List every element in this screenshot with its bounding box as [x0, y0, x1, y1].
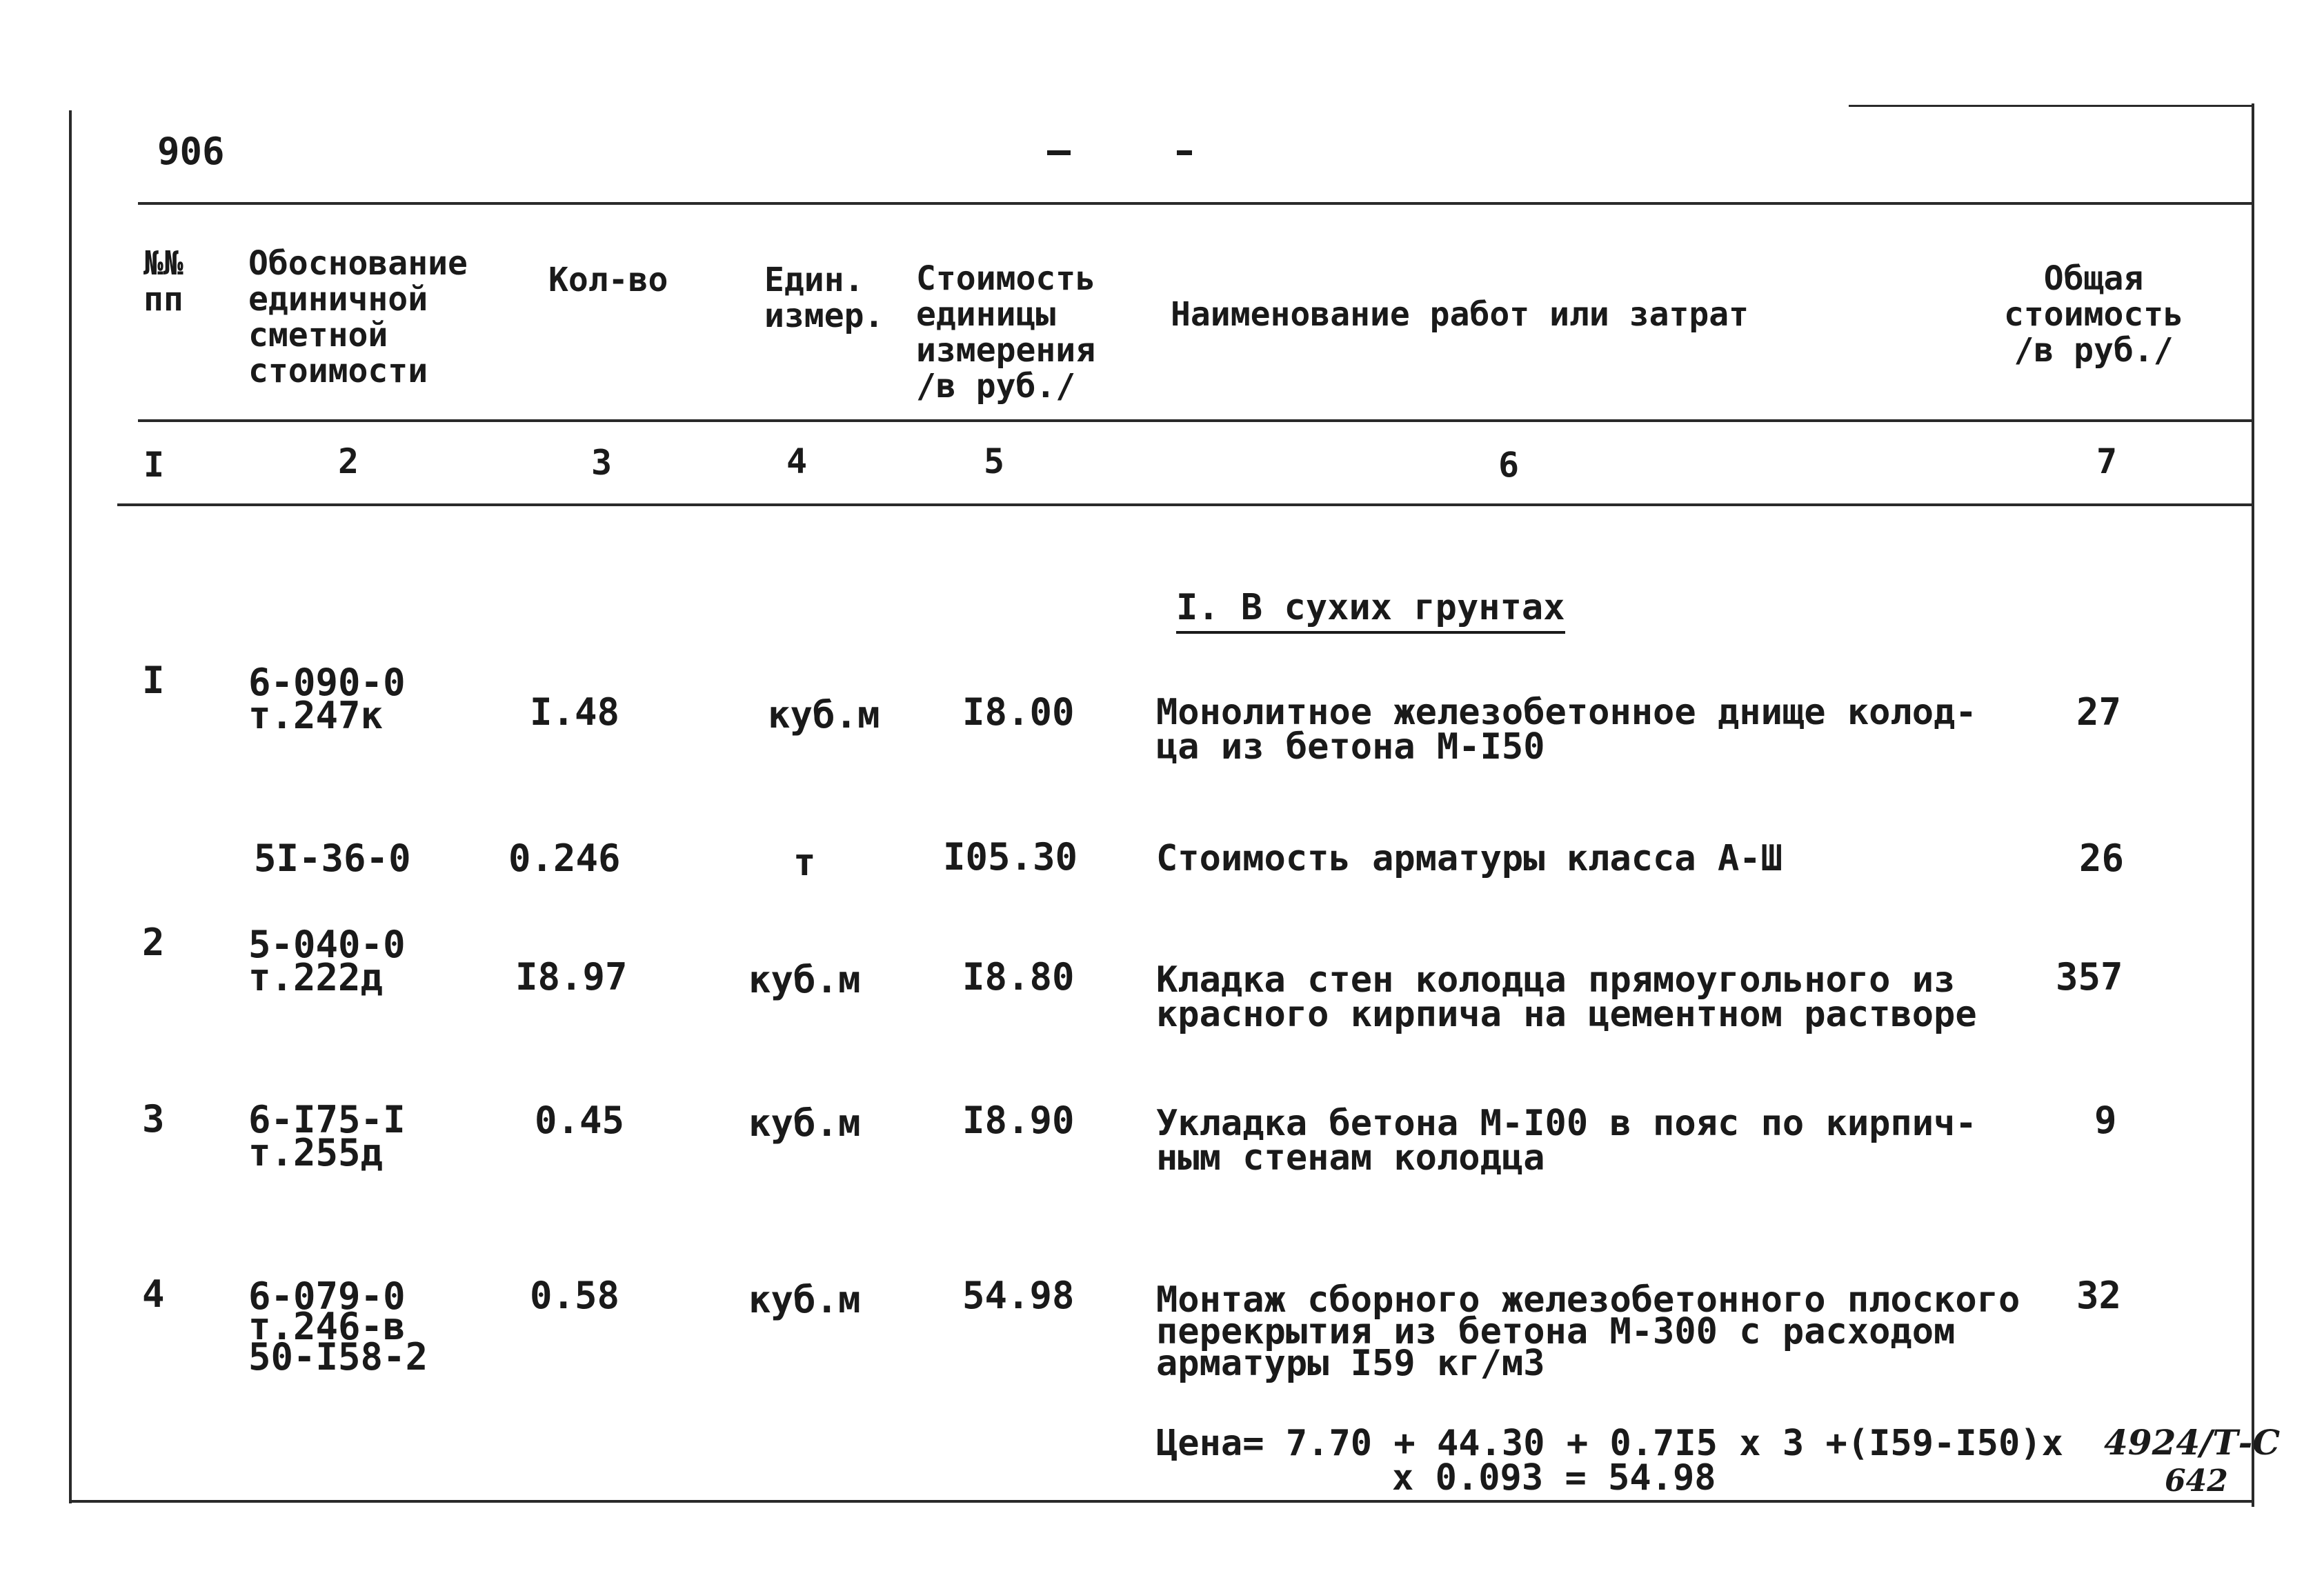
row-unit-price: I05.30: [943, 835, 1078, 879]
column-number: 7: [2096, 441, 2118, 481]
row-unit: куб.м: [748, 1101, 861, 1145]
section-title-text: I. В сухих грунтах: [1176, 587, 1565, 634]
row-number: I: [142, 659, 165, 702]
row-description: Кладка стен колодца прямоугольного из красного кирпича на цементном растворе: [1156, 959, 1977, 1035]
column-number: 3: [591, 443, 613, 483]
header-col-unit-price: Стоимость единицы измерения /в руб./: [916, 259, 1096, 406]
row-basis: 5I-36-0: [254, 837, 411, 880]
column-number: 5: [984, 441, 1005, 481]
row-unit-price: I8.80: [962, 955, 1075, 999]
row-quantity: 0.45: [535, 1099, 625, 1142]
top-mark-1: [1047, 150, 1071, 155]
price-formula-line-2: x 0.093 = 54.98: [1392, 1457, 1716, 1499]
header-col-unit: Един. измер.: [764, 261, 884, 335]
row-number: 2: [142, 921, 165, 964]
row-unit: т: [793, 841, 816, 884]
row-description: Стоимость арматуры класса А-Ш: [1156, 838, 1782, 879]
row-unit: куб.м: [748, 1278, 861, 1321]
section-title: [1176, 587, 1565, 628]
row-quantity: 0.58: [530, 1274, 620, 1317]
row-quantity: I.48: [530, 690, 620, 734]
row-quantity: I8.97: [515, 955, 628, 999]
row-total: 26: [2079, 837, 2125, 880]
row-basis: 5-040-0 т.222д: [248, 923, 406, 999]
top-rule-short: [1849, 105, 2252, 107]
column-number: 2: [338, 441, 359, 481]
column-number: I: [143, 445, 165, 485]
page-bottom-rule: [69, 1500, 2252, 1503]
right-border: [2252, 103, 2254, 1507]
left-border: [69, 110, 72, 1503]
row-basis: 6-090-0 т.247к: [248, 661, 406, 737]
row-description: Монолитное железобетонное днище колод- ца из бетона М-I50: [1156, 692, 1977, 768]
row-description: Укладка бетона М-I00 в пояс по кирпич- ным стенам колодца: [1156, 1103, 1977, 1179]
row-basis: 6-079-0 т.246-в 50-I58-2: [248, 1274, 428, 1379]
header-col-description: Наименование работ или затрат: [1171, 295, 1749, 334]
header-col-basis: Обоснование единичной сметной стоимости: [248, 244, 468, 390]
row-unit: куб.м: [768, 693, 880, 737]
header-col-number: №№ пп: [143, 244, 183, 319]
row-unit: куб.м: [748, 958, 861, 1001]
row-description: Монтаж сборного железобетонного плоского перекрытия из бетона М-300 с расходом арматуры I59 кг/м3: [1156, 1279, 2020, 1384]
row-unit-price: I8.90: [962, 1099, 1075, 1142]
row-quantity: 0.246: [508, 837, 621, 880]
header-bottom-rule: [138, 419, 2252, 422]
row-total: 357: [2056, 955, 2123, 999]
header-col-total: Общая стоимость /в руб./: [2004, 259, 2184, 370]
price-formula-line-1: Цена= 7.70 + 44.30 + 0.7I5 x 3 +(I59-I50)x: [1156, 1423, 2063, 1464]
row-number: 3: [142, 1097, 165, 1141]
column-number-rule: [117, 503, 2252, 506]
row-total: 27: [2076, 690, 2122, 734]
header-col-quantity: Кол-во: [548, 261, 668, 299]
column-number: 4: [786, 441, 808, 481]
row-total: 32: [2076, 1274, 2122, 1317]
header-top-rule: [138, 202, 2252, 205]
row-basis: 6-I75-I т.255д: [248, 1098, 406, 1174]
row-unit-price: 54.98: [962, 1274, 1075, 1317]
row-total: 9: [2094, 1099, 2117, 1142]
row-unit-price: I8.00: [962, 690, 1075, 734]
column-number: 6: [1498, 445, 1520, 485]
document-stamp-line-2: 642: [2165, 1463, 2228, 1499]
top-mark-2: [1177, 150, 1192, 155]
row-number: 4: [142, 1272, 165, 1316]
document-stamp-line-1: 4924/Т-С: [2104, 1422, 2281, 1463]
page-number: 906: [157, 130, 225, 173]
